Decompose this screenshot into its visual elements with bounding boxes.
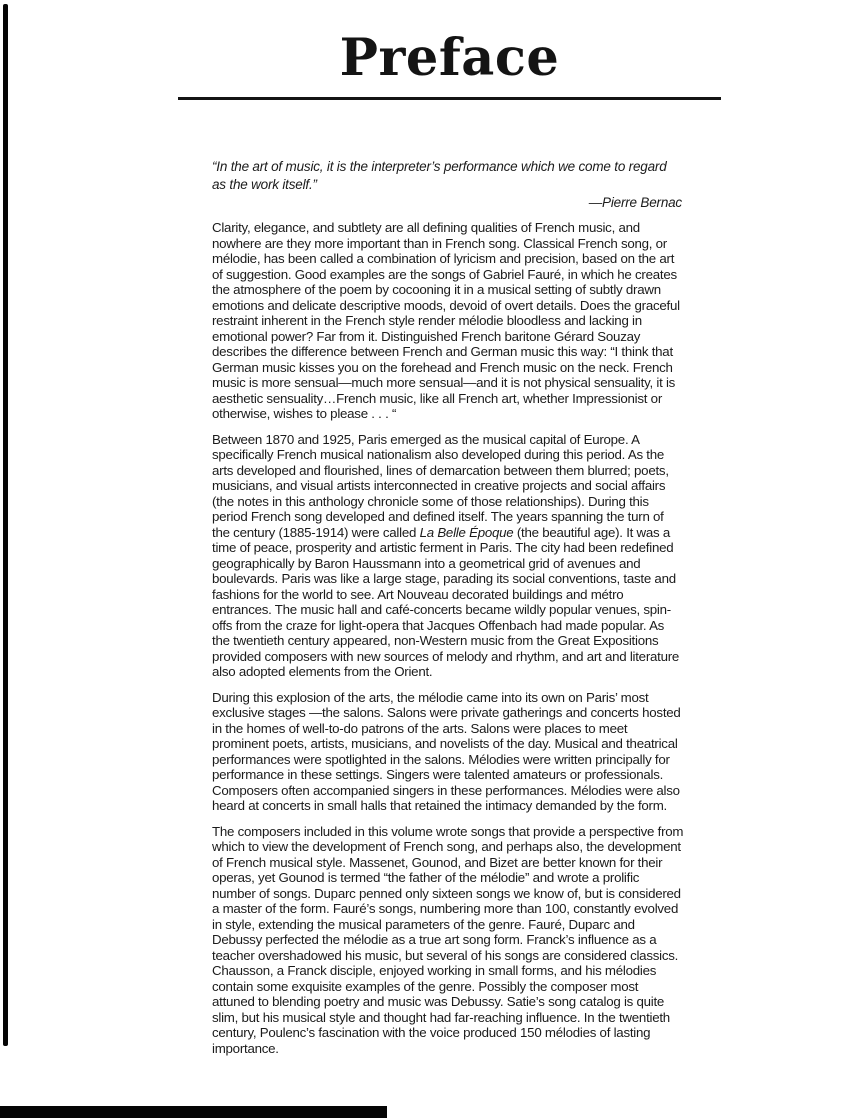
epigraph-attribution: —Pierre Bernac	[588, 195, 682, 210]
scan-artifact-bottom-edge	[0, 1106, 387, 1118]
paragraph-text: (the beautiful age). It was a time of peace, prosperity and artistic ferment in Paris. The city had been redefined geographically by Baron Haussmann into a geometrical grid of avenues and boulevards. Paris was like a large stage, parading its social conventions, taste and fashions for the world to see. Art Nouveau decorated buildings and métro entrances. The music hall and café-concerts became wildly popular venues, spin-offs from the craze for light-opera that Jacques Offenbach had made popular. As the twentieth century appeared, non-Western music from the Great Expositions provided composers with new sources of melody and rhythm, and art and literature also adopted elements from the Orient.	[212, 524, 680, 679]
body-paragraph	[212, 690, 684, 814]
page-title: Preface	[339, 28, 560, 88]
paragraph-text: The composers included in this volume wrote songs that provide a perspective from which to view the development of French song, and perhaps also, the development of French musical style. Massenet, Gounod, and Bizet are better known for their operas, yet Gounod is termed “the father of the mélodie” and wrote a prolific number of songs. Duparc penned only sixteen songs we know of, but is considered a master of the form. Fauré’s songs, numbering more than 100, constantly evolved in style, extending the musical parameters of the genre. Fauré, Duparc and Debussy perfected the mélodie as a true art song form. Franck’s influence as a teacher overshadowed his music, but several of his songs are considered classics. Chausson, a Franck disciple, enjoyed working in small forms, and his mélodies contain some exquisite examples of the genre. Possibly the composer most attuned to blending poetry and music was Debussy. Satie’s song catalog is quite slim, but his musical style and thought had far-reaching influence. In the twentieth century, Poulenc’s fascination with the voice produced 150 mélodies of lasting importance.	[212, 823, 684, 1056]
title-rule	[178, 97, 721, 100]
scan-artifact-left-edge	[3, 4, 8, 1046]
italic-phrase: La Belle Époque	[419, 524, 514, 540]
paragraph-text: Between 1870 and 1925, Paris emerged as the musical capital of Europe. A specifically French musical nationalism also developed during this period. As the arts developed and flourished, lines of demarcation between them blurred; poets, musicians, and visual artists interconnected in creative projects and social affairs (the notes in this anthology chronicle some of those relationships). During this period French song developed and defined itself. The years spanning the turn of the century (1885-1914) were called	[212, 431, 669, 540]
body-paragraph	[212, 824, 684, 1057]
epigraph-quote: “In the art of music, it is the interpreter’s performance which we come to regard as the work itself.”	[212, 159, 667, 192]
paragraph-text: During this explosion of the arts, the mélodie came into its own on Paris’ most exclusive stages —the salons. Salons were private gatherings and concerts hosted in the homes of well-to-do patrons of the arts. Salons were places to meet prominent poets, artists, musicians, and novelists of the day. Musical and theatrical performances were spotlighted in the salons. Mélodies were written principally for performance in these settings. Singers were talented amateurs or professionals. Composers often accompanied singers in these performances. Mélodies were also heard at concerts in small halls that retained the intimacy demanded by the form.	[212, 689, 681, 813]
body-paragraph	[212, 220, 684, 422]
epigraph	[212, 158, 682, 212]
paragraph-text: Clarity, elegance, and subtlety are all defining qualities of French music, and nowhere are they more important than in French song. Classical French song, or mélodie, has been called a combination of lyricism and precision, based on the art of suggestion. Good examples are the songs of Gabriel Fauré, in which he creates the atmosphere of the poem by cocooning it in a musical setting of subtly drawn emotions and delicate descriptive moods, devoid of overt details. Does the graceful restraint inherent in the French style render mélodie bloodless and lacking in emotional power? Far from it. Distinguished French baritone Gérard Souzay describes the difference between French and German music this way: “I think that German music kisses you on the forehead and French music on the neck. French music is more sensual—much more sensual—and it is not physical sensuality, it is aesthetic sensuality…French music, like all French art, whether Impressionist or otherwise, wishes to please . . . “	[212, 220, 680, 421]
body-paragraphs	[212, 220, 684, 1066]
body-paragraph	[212, 432, 684, 680]
